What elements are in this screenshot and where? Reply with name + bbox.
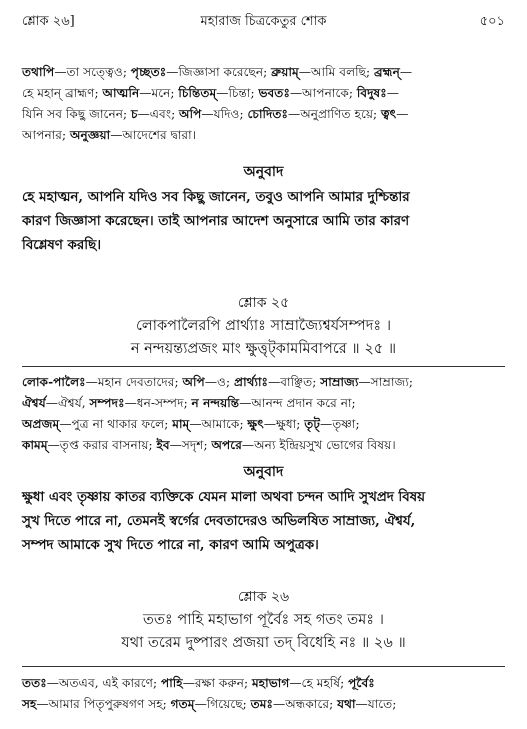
sanskrit-word: যথা [337, 697, 356, 711]
gloss-text: — [396, 107, 409, 121]
sanskrit-word: প্রার্থ্যাঃ [233, 375, 269, 389]
sanskrit-word: অনুজ্ঞয়া [69, 128, 111, 142]
synonym-line [22, 673, 505, 694]
synonyms-top [22, 62, 505, 146]
gloss-text: —ক্ষুধা; [263, 417, 305, 431]
gloss-text: —যদিও; [201, 107, 248, 121]
gloss-text: —আনন্দ প্রদান করে না; [239, 396, 356, 410]
synonyms-26 [22, 673, 505, 715]
gloss-text: —ধন-সম্পদ; [124, 396, 192, 410]
gloss-text: —আদেশের দ্বারা। [110, 128, 196, 142]
verse-25-title: শ্লোক ২৫ [237, 295, 290, 311]
sanskrit-word: গতম্ [170, 697, 195, 711]
sanskrit-word: পূর্বৈঃ [348, 676, 375, 690]
sanskrit-word: ন নন্দয়ন্তি [191, 396, 240, 410]
verse-25-text [22, 314, 505, 360]
gloss-text: —আমি বলছি; [298, 65, 375, 79]
sanskrit-word: ব্রহ্মন্ [374, 65, 400, 79]
sanskrit-word: পাহি [160, 676, 183, 690]
synonym-line [22, 83, 505, 104]
synonym-line [22, 125, 505, 146]
gloss-text: —আমাকে; [189, 417, 248, 431]
sanskrit-word: সাম্রাজ্য [320, 375, 359, 389]
text-line: ততঃ পাহি মহাভাগ পূর্বৈঃ সহ গতং তমঃ । [143, 611, 384, 628]
text-line: কারণ জিজ্ঞাসা করেছেন। তাই আপনার আদেশ অনুসারে আমি তার কারণ [22, 213, 410, 229]
text-line: সুখ দিতে পারে না, তেমনই স্বর্গের দেবতাদেরও অভিলষিত সাম্রাজ্য, ঐশ্বর্য, [22, 513, 416, 529]
gloss-text: —গিয়েছে; [194, 697, 251, 711]
text-line: সম্পদ আমাকে সুখ দিতে পারে না, কারণ আমি অপুত্রক। [22, 537, 319, 553]
header-verse-ref: শ্লোক ২৬] [22, 14, 75, 29]
synonym-line [22, 62, 505, 83]
sanskrit-word: মাম্ [172, 417, 190, 431]
synonym-line [22, 393, 505, 414]
synonym-line [22, 435, 505, 456]
sanskrit-word: মহাভাগ [252, 676, 290, 690]
translation-text [22, 485, 505, 557]
verse-26-text [22, 608, 505, 654]
sanskrit-word: সম্পদঃ [89, 396, 125, 410]
sanskrit-word: তথাপি [22, 65, 55, 79]
sanskrit-word: ইব [156, 438, 170, 452]
gloss-text: —সাম্রাজ্য; [358, 375, 414, 389]
translation-heading: অনুবাদ [243, 164, 284, 180]
sanskrit-word: চোদিতঃ [247, 107, 289, 121]
sanskrit-word: ত্বৎ [381, 107, 397, 121]
gloss-text: —তৃষ্ণা; [320, 417, 360, 431]
gloss-text: —আপনাকে; [289, 86, 357, 100]
text-line: ন নন্দয়ন্ত্যপ্রজং মাং ক্ষুত্তৃট্কামমিবাপরে ॥ ২৫ ॥ [130, 340, 397, 357]
text-line: লোকপালৈরপি প্রার্থ্যাঃ সাম্রাজ্যৈশ্বর্যসম্পদঃ । [135, 317, 392, 334]
gloss-text: —মনে; [139, 86, 179, 100]
gloss-text: —যাতে; [355, 697, 397, 711]
translation-heading: অনুবাদ [243, 464, 284, 480]
gloss-text: —অন্ধকারে; [273, 697, 338, 711]
sanskrit-word: অপি [179, 107, 202, 121]
gloss-text: —তা সত্ত্বেও; [54, 65, 131, 79]
text-line: ক্ষুধা এবং তৃষ্ণায় কাতর ব্যক্তিকে যেমন মালা অথবা চন্দন আদি সুখপ্রদ বিষয় [22, 489, 425, 505]
synonym-line [22, 372, 505, 393]
sanskrit-word: ঐশ্বর্য [22, 396, 46, 410]
sanskrit-word: অপ্রজম্ [22, 417, 60, 431]
sanskrit-word: লোক-পালৈঃ [22, 375, 86, 389]
sanskrit-word: ক্ষুৎ [247, 417, 264, 431]
sanskrit-word: বিদুষঃ [356, 86, 387, 100]
gloss-text: — [399, 65, 413, 79]
gloss-text: —বাঞ্ছিত; [268, 375, 321, 389]
sanskrit-word: তৃট্ [304, 417, 321, 431]
sanskrit-word: অপরে [211, 438, 242, 452]
gloss-text: —হে মহর্ষি; [289, 676, 349, 690]
gloss-text: —রক্ষা করুন; [182, 676, 252, 690]
sanskrit-word: অপি [182, 375, 205, 389]
gloss-text: হে মহান্ ব্রাহ্মণ; [22, 86, 103, 100]
synonym-line [22, 694, 505, 715]
gloss-text: —ঐশ্বর্য, [45, 396, 90, 410]
text-line: যথা তরেম দুষ্পারং প্রজয়া তদ্ বিধেহি নঃ ॥ ২৬ ॥ [121, 634, 406, 651]
sanskrit-word: ততঃ [22, 676, 47, 690]
sanskrit-word: পৃচ্ছতঃ [130, 65, 167, 79]
gloss-text: আপনার; [22, 128, 70, 142]
running-header [22, 12, 505, 32]
header-chapter-title: মহারাজ চিত্রকেতুর শোক [200, 14, 327, 29]
verse-26-title: শ্লোক ২৬ [237, 589, 290, 605]
gloss-text: —তৃপ্ত করার বাসনায়; [47, 438, 157, 452]
sanskrit-word: সহ [22, 697, 37, 711]
synonym-line [22, 414, 505, 435]
gloss-text: —মহান দেবতাদের; [85, 375, 183, 389]
gloss-text: যিনি সব কিছু জানেন; [22, 107, 131, 121]
sanskrit-word: তমঃ [250, 697, 274, 711]
gloss-text: —আমার পিতৃপুরুষগণ সহ; [36, 697, 171, 711]
sanskrit-word: ভবতঃ [258, 86, 290, 100]
text-line: হে মহাত্মন, আপনি যদিও সব কিছু জানেন, তবুও আপনি আমার দুশ্চিন্তার [22, 189, 410, 205]
gloss-text: —জিজ্ঞাসা করেছেন; [166, 65, 272, 79]
synonym-line [22, 104, 505, 125]
gloss-text: —ও; [204, 375, 234, 389]
gloss-text: — [386, 86, 399, 100]
text-line: বিশ্লেষণ করছি। [22, 237, 102, 253]
gloss-text: —অনুপ্রাণিত হয়ে; [288, 107, 382, 121]
divider [22, 366, 505, 367]
sanskrit-word: আত্মনি [102, 86, 140, 100]
sanskrit-word: চ [131, 107, 138, 121]
sanskrit-word: চিন্তিতম্ [178, 86, 217, 100]
synonyms-25 [22, 372, 505, 456]
sanskrit-word: ব্রুয়াম্ [271, 65, 299, 79]
gloss-text: —চিন্তা; [216, 86, 259, 100]
gloss-text: —পুত্র না থাকার ফলে; [59, 417, 173, 431]
gloss-text: —অতএব, এই কারণে; [46, 676, 161, 690]
gloss-text: —অন্য ইন্দ্রিয়সুখ ভোগের বিষয়। [241, 438, 396, 452]
gloss-text: —এবং; [137, 107, 180, 121]
translation-text [22, 185, 505, 257]
sanskrit-word: কামম্ [22, 438, 48, 452]
gloss-text: —সদৃশ; [169, 438, 212, 452]
divider [22, 666, 505, 667]
header-page-number: ৫০১ [479, 14, 505, 29]
